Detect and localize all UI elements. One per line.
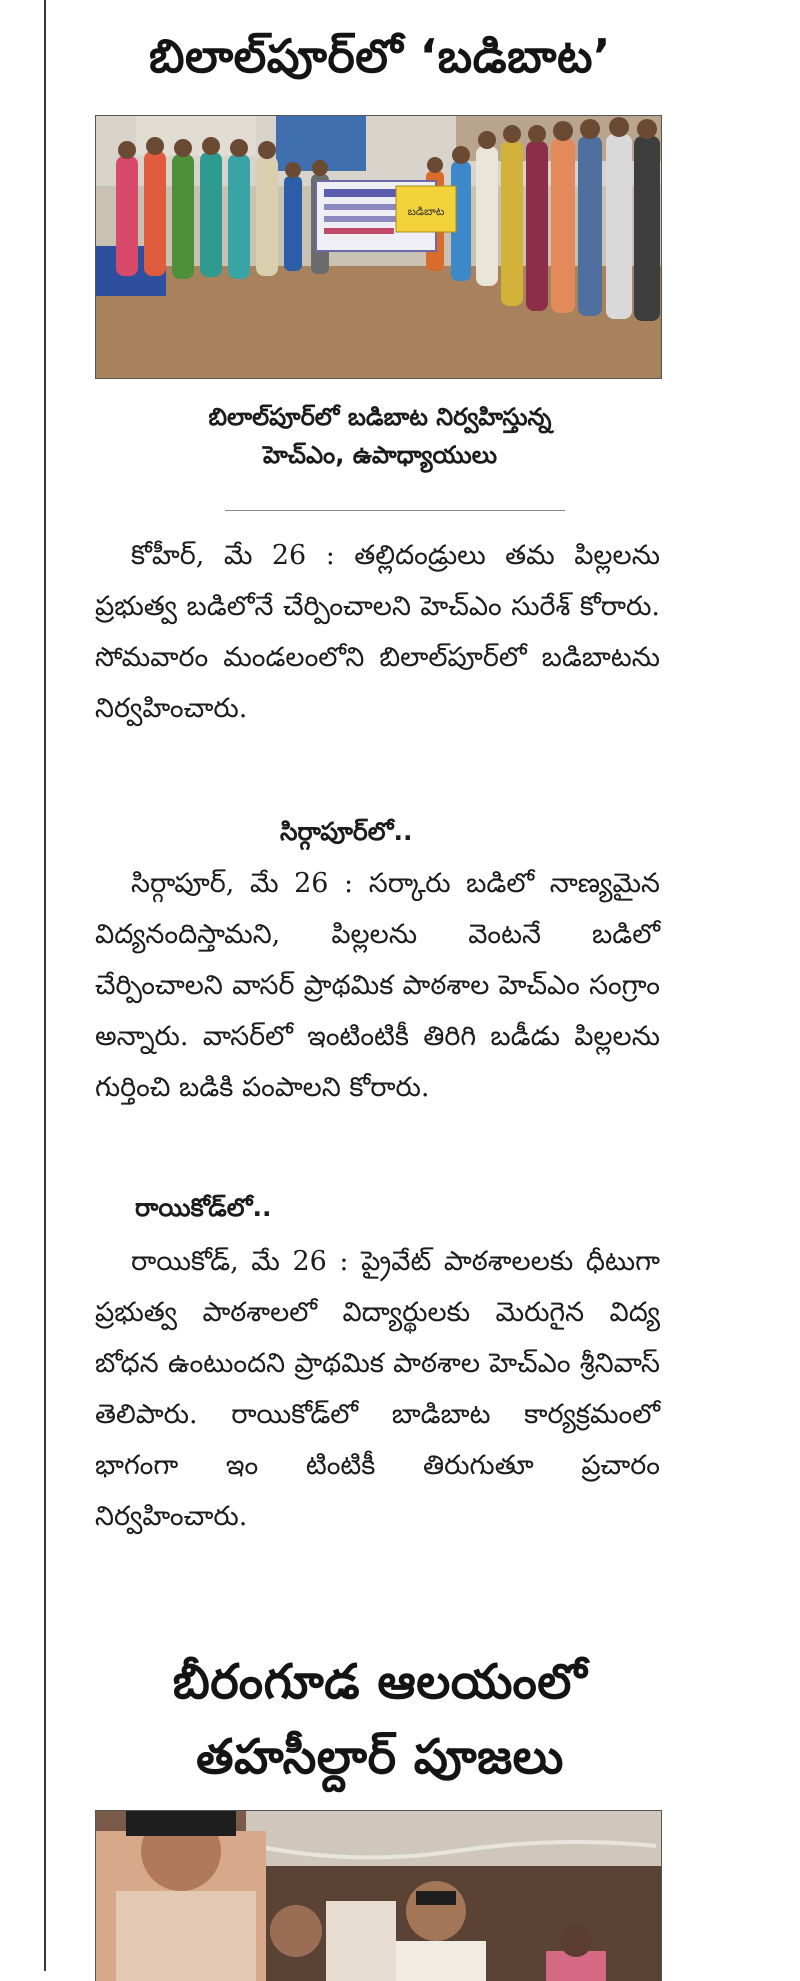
story1-headline: బిలాల్‌పూర్‌లో ‘బడిబాట’ (149, 29, 611, 83)
caption-divider (225, 510, 565, 511)
caption-line-2: హెచ్‌ఎం, ఉపాధ్యాయులు (262, 441, 498, 470)
story1-paragraph-kohir: కోహీర్, మే 26 : తల్లిదండ్రులు తమ పిల్లలను ప్రభుత్వ బడిలోనే చేర్పించాలని హెచ్‌ఎం సురేశ్ కోరారు. సోమవారం మండలంలోని బిలాల్‌పూర్‌లో బడిబాటను నిర్వహించారు. (95, 540, 660, 724)
story1-caption (95, 398, 665, 475)
column-margin-rule (44, 0, 46, 1971)
subhead-sirgapur: సిర్గాపూర్‌లో.. (280, 817, 413, 846)
story2-headline-line-2: తహసీల్దార్ పూజలు (196, 1729, 564, 1785)
story1-paragraph-sirgapur: సిర్గాపూర్, మే 26 : సర్కారు బడిలో నాణ్యమైన విద్యనందిస్తామని, పిల్లలను వెంటనే బడిలో చేర్పించాలని వాసర్ ప్రాథమిక పాఠశాల హెచ్‌ఎం సంగ్రాం అన్నారు. వాసర్‌లో ఇంటింటికీ తిరిగి బడీడు పిల్లలను గుర్తించి బడికి పంపాలని కోరారు. (95, 868, 660, 1103)
story1-photo (95, 115, 662, 379)
caption-line-1: బిలాల్‌పూర్‌లో బడిబాట నిర్వహిస్తున్న (208, 403, 552, 431)
photo-banner-label: బడిబాట (407, 205, 445, 218)
subhead-raikode: రాయికోడ్‌లో.. (135, 1193, 272, 1222)
story2-headline (95, 1645, 665, 1795)
story2-photo (95, 1810, 662, 1981)
story1-paragraph-raikode: రాయికోడ్, మే 26 : ప్రైవేట్ పాఠశాలలకు ధీటుగా ప్రభుత్వ పాఠశాలలో విద్యార్థులకు మెరుగైన విద్య బోధన ఉంటుందని ప్రాథమిక పాఠశాల హెచ్‌ఎం శ్రీనివాస్ తెలిపారు. రాయికోడ్‌లో బాడిబాట కార్యక్రమంలో భాగంగా ఇం టింటికీ తిరుగుతూ ప్రచారం నిర్వహించారు. (95, 1246, 660, 1532)
story2-headline-line-1: బీరంగూడ ఆలయంలో (172, 1654, 588, 1710)
